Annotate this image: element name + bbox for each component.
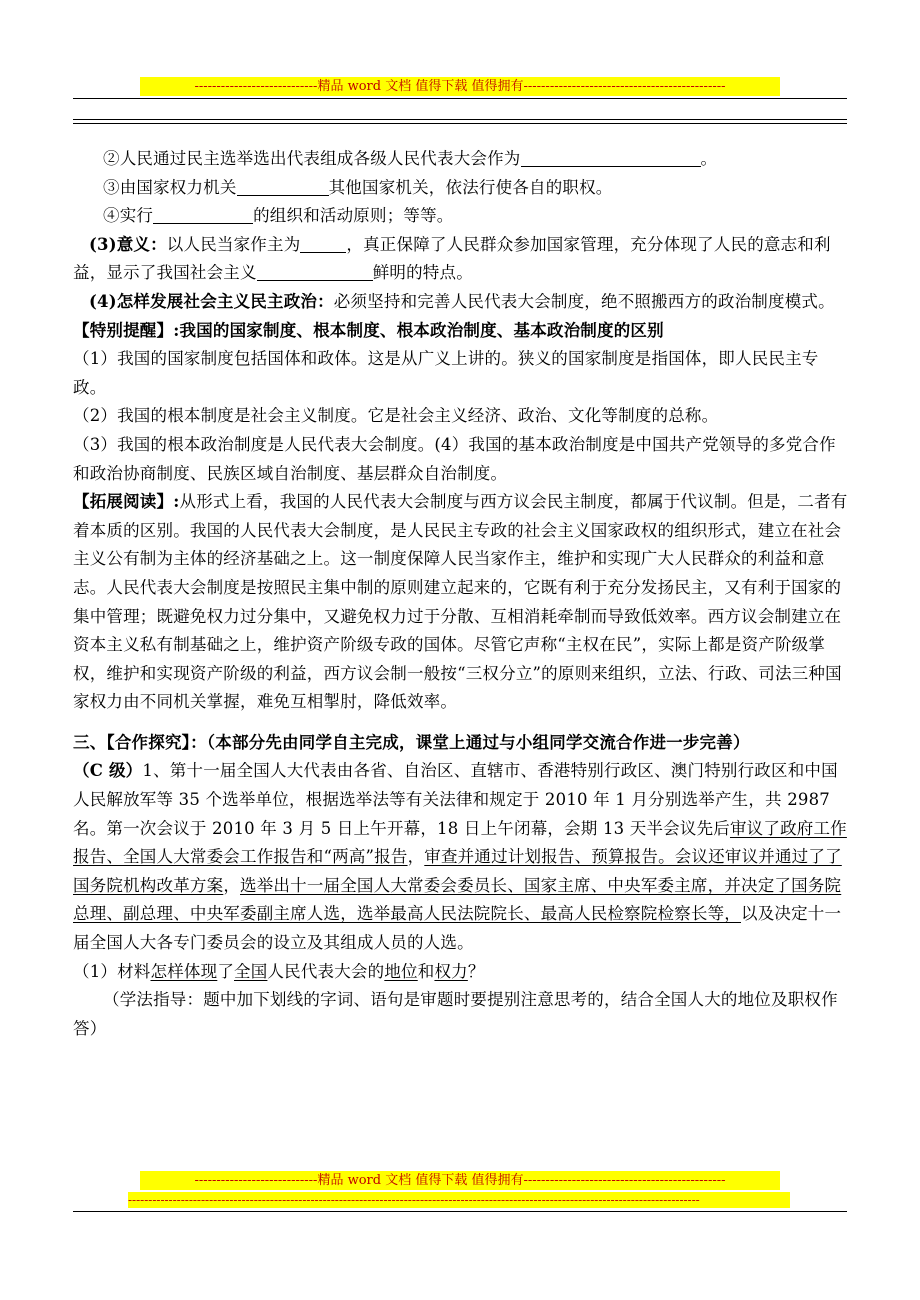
header-rule-double-2: [73, 123, 847, 124]
spacer: [73, 717, 848, 729]
tip-heading: 【特别提醒】:我国的国家制度、根本制度、根本政治制度、基本政治制度的区别: [73, 320, 664, 340]
list-item-4: ④实行 的组织和活动原则；等等。: [103, 206, 454, 226]
extended-reading: 【拓展阅读】:从形式上看，我国的人民代表大会制度与西方议会民主制度，都属于代议制。但是，二者有着本质的区别。我国的人民代表大会制度，是人民民主专政的社会主义国家政权的组织形式，建立在社会主义公有制为主体的经济基础之上。这一制度保障人民当家作主，维护和实现广大人民群众的利益和意志。人民代表大会制度是按照民主集中制的原则建立起来的，它既有利于充分发扬民主，又有利于国家的集中管理；既避免权力过分集中，又避免权力过于分散、互相消耗牵制而导致低效率。西方议会制建立在资本主义私有制基础之上，维护资产阶级专政的国体。尽管它声称“主权在民”，实际上都是资产阶级掌权，维护和实现资产阶级的利益，西方议会制一般按“三权分立”的原则来组织，立法、行政、司法三种国家权力由不同机关掌握，难免互相掣肘，降低效率。: [73, 492, 848, 712]
footer-dash-line: ---------------------------------------------------------------------------------------------------------------------------------------------: [128, 1192, 790, 1208]
fill-blank: [237, 178, 329, 196]
study-guidance: （学法指导：题中加下划线的字词、语句是审题时要提别注意思考的，结合全国人大的地位及职权作答）: [73, 990, 838, 1038]
section-significance: (3)意义：以人民当家作主为 ，真正保障了人民群众参加国家管理，充分体现了人民的意志和利益，显示了我国社会主义 鲜明的特点。: [73, 234, 831, 283]
footer-banner: ----------------------------精品 word 文档 值得下载 值得拥有----------------------------------------------: [140, 1171, 780, 1190]
header-rule-top: [73, 98, 847, 99]
material-paragraph: （C 级）1、第十一届全国人大代表由各省、自治区、直辖市、香港特别行政区、澳门特别行政区和中国人民解放军等 35 个选举单位，根据选举法等有关法律和规定于 2010 年 1 月分别选举产生，共 2987 名。第一次会议于 2010 年 3 月 5 日上午开幕，18 日上午闭幕，会期 13 天半会议先后审议了政府工作报告、全国人大常委会工作报告和“两高”报告，审查并通过计划报告、预算报告。会议还审议并通过了了国务院机构改革方案，选举出十一届全国人大常委会委员长、国家主席、中央军委主席，并决定了国务院总理、副总理、中央军委副主席人选，选举最高人民法院院长、最高人民检察院检察长等，以及决定十一届全国人大各专门委员会的设立及其组成人员的人选。: [73, 761, 847, 953]
tip-paragraph-1: （1）我国的国家制度包括国体和政体。这是从广义上讲的。狭义的国家制度是指国体，即人民民主专政。: [73, 349, 819, 397]
fill-blank: [257, 263, 373, 281]
fill-blank: [300, 235, 346, 253]
section-development: (4)怎样发展社会主义民主政治：必须坚持和完善人民代表大会制度，绝不照搬西方的政治制度模式。: [89, 291, 835, 311]
tip-paragraph-2: （2）我国的根本制度是社会主义制度。它是社会主义经济、政治、文化等制度的总称。: [73, 406, 719, 426]
question-1: （1）材料怎样体现了全国人民代表大会的地位和权力？: [73, 961, 485, 981]
section-title-cooperative-inquiry: 三、【合作探究】：（本部分先由同学自主完成，课堂上通过与小组同学交流合作进一步完善）: [73, 732, 750, 752]
list-item-2: ②人民通过民主选举选出代表组成各级人民代表大会作为 。: [103, 149, 718, 168]
list-item-3: ③由国家权力机关 其他国家机关，依法行使各自的职权。: [103, 177, 613, 197]
header-banner: ----------------------------精品 word 文档 值得下载 值得拥有----------------------------------------------: [140, 77, 780, 96]
fill-blank: [521, 149, 701, 167]
document-body: [73, 145, 848, 1043]
fill-blank: [153, 206, 253, 224]
footer-rule: [73, 1211, 847, 1212]
header-rule-double-1: [73, 119, 847, 120]
tip-paragraph-3: （3）我国的根本政治制度是人民代表大会制度。(4）我国的基本政治制度是中国共产党领导的多党合作和政治协商制度、民族区域自治制度、基层群众自治制度。: [73, 434, 836, 483]
